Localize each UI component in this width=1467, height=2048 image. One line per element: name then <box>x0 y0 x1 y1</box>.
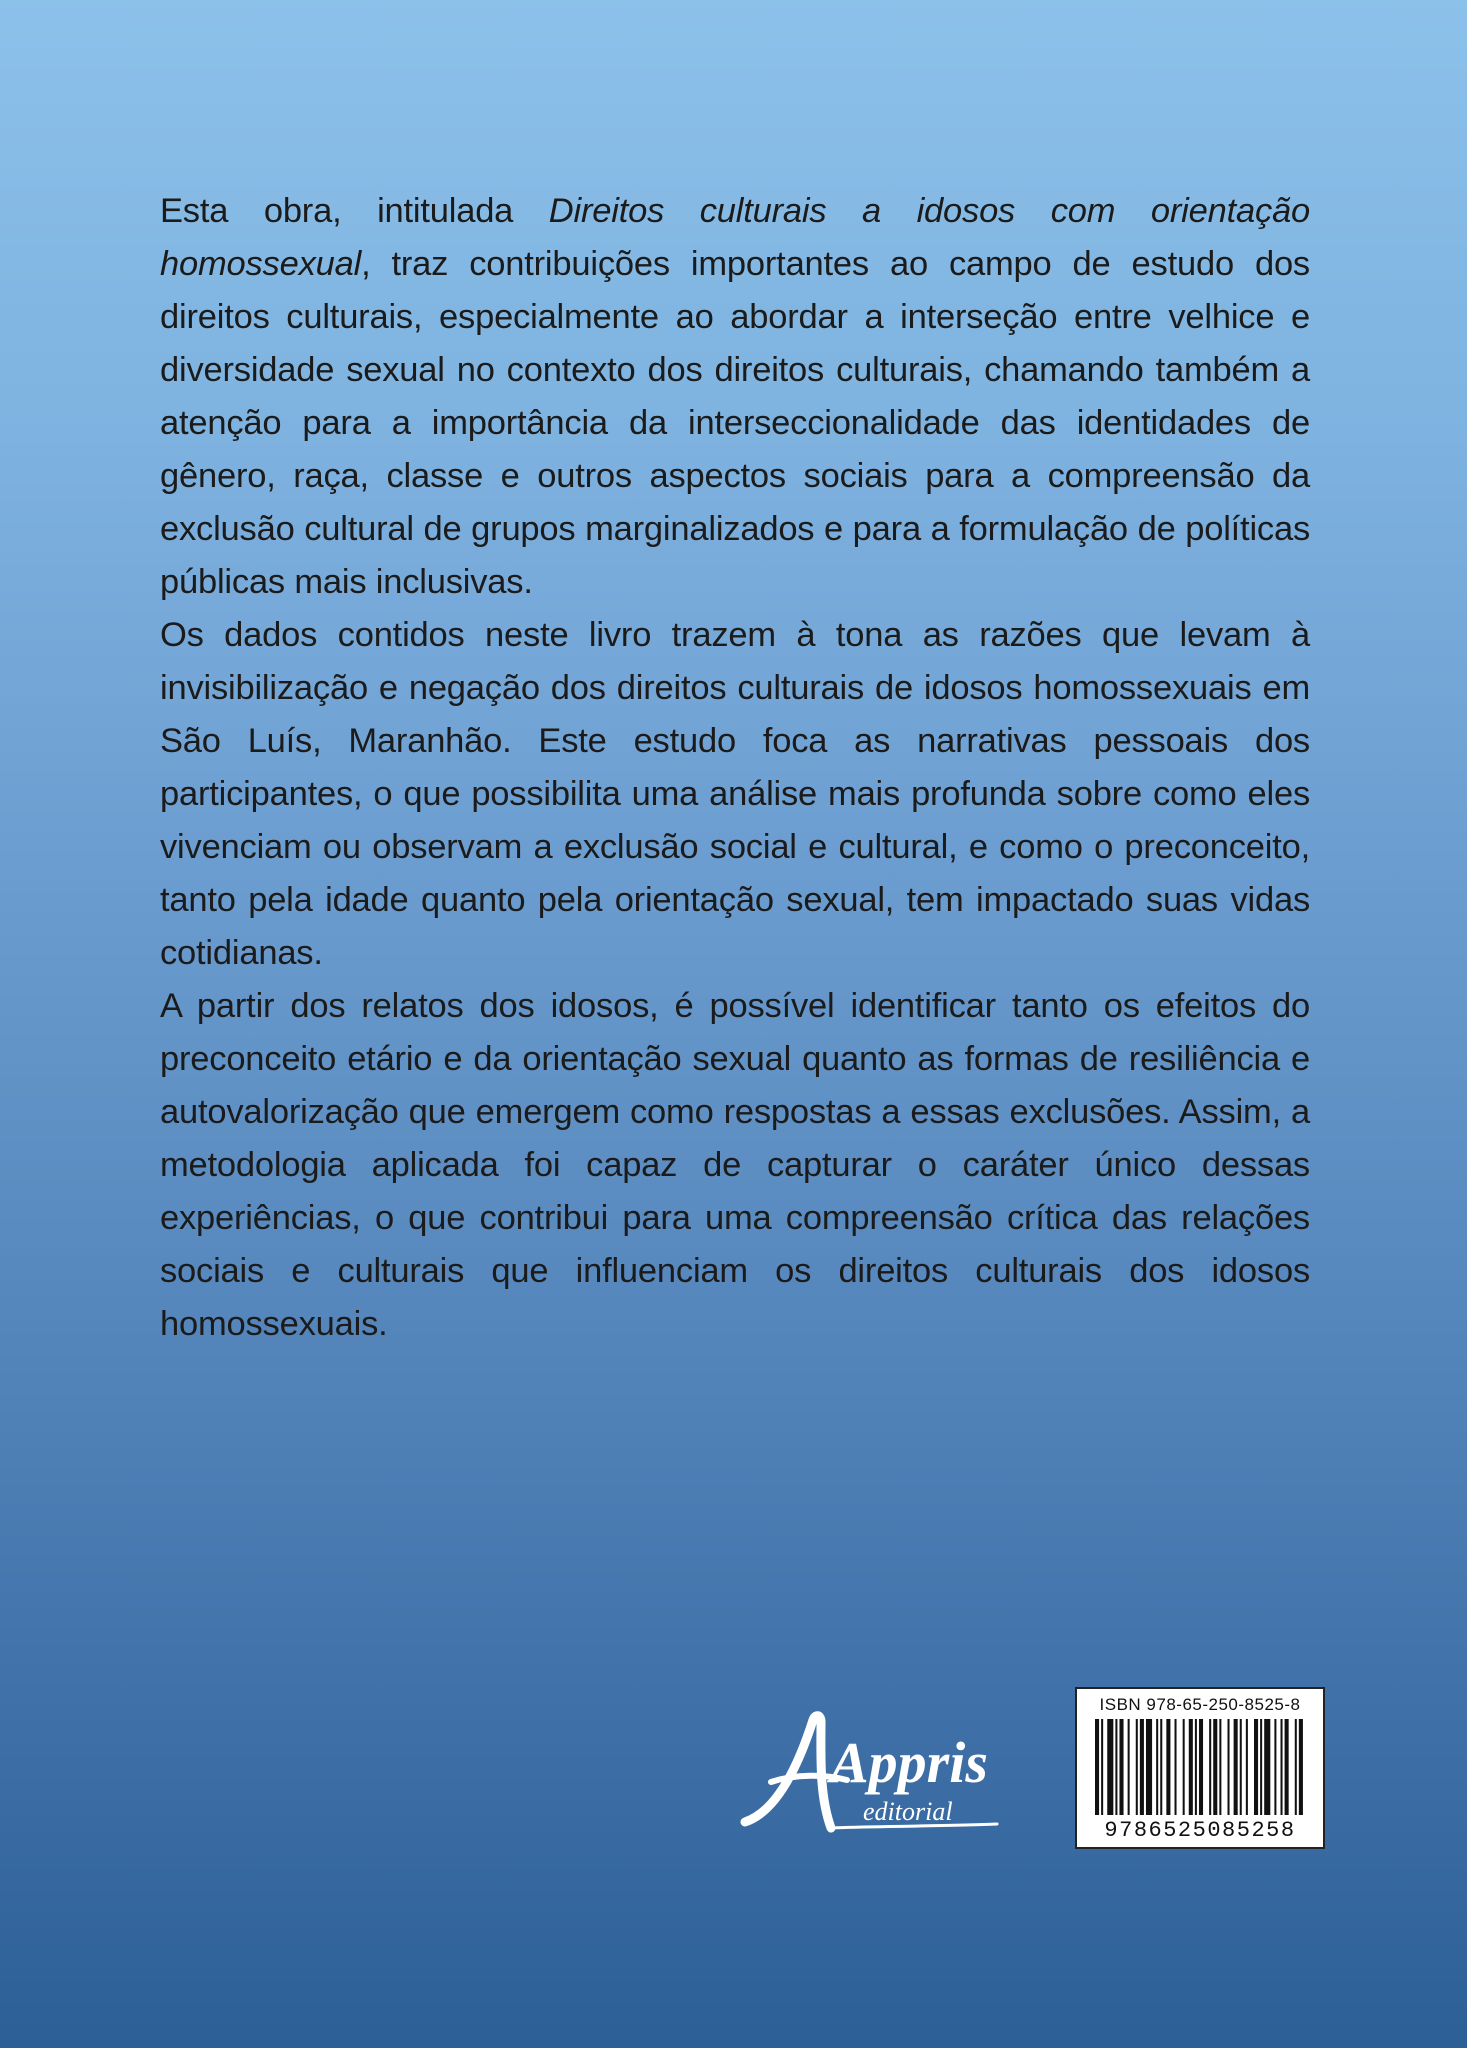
barcode-bar <box>1274 1719 1276 1815</box>
logo-subtitle: editorial <box>863 1797 953 1826</box>
barcode-bar <box>1128 1719 1130 1815</box>
logo-word: Appris <box>830 1730 988 1795</box>
synopsis-p1-intro: Esta obra, intitulada <box>160 192 549 230</box>
barcode-bar <box>1146 1719 1152 1815</box>
barcode-bar <box>1107 1719 1113 1815</box>
barcode-bar <box>1209 1719 1211 1815</box>
synopsis-p1-rest: , traz contribuições importantes ao campo de estudo dos direitos culturais, especialmente ao abordar a interseção entre velhice e diversidade sexual no contexto dos direitos culturais, chamando também a atenção para a importância da interseccionalidade das identidades de gênero, raça, classe e outros aspectos sociais para a compreensão da exclusão cultural de grupos marginalizados e para a formulação de políticas públicas mais inclusivas. <box>160 245 1310 601</box>
barcode-bar <box>1115 1719 1117 1815</box>
barcode-bar <box>1285 1719 1289 1815</box>
barcode-bar <box>1240 1719 1242 1815</box>
barcode-bar <box>1140 1719 1144 1815</box>
barcode-bar <box>1260 1719 1262 1815</box>
barcode-bar <box>1219 1719 1221 1815</box>
synopsis-paragraph-1 <box>160 185 1310 609</box>
barcode-bar <box>1101 1719 1103 1815</box>
back-cover-synopsis <box>160 185 1310 1351</box>
barcode-bar <box>1175 1719 1177 1815</box>
appris-editorial-logo <box>735 1700 1020 1840</box>
barcode-bar <box>1166 1719 1170 1815</box>
synopsis-paragraph-2: Os dados contidos neste livro trazem à tona as razões que levam à invisibilização e negação dos direitos culturais de idosos homossexuais em São Luís, Maranhão. Este estudo foca as narrativas pessoais dos participantes, o que possibilita uma análise mais profunda sobre como eles vivenciam ou observam a exclusão social e cultural, e como o preconceito, tanto pela idade quanto pela orientação sexual, tem impactado suas vidas cotidianas. <box>160 616 1310 972</box>
barcode-bar <box>1213 1719 1217 1815</box>
barcode-bar <box>1195 1719 1197 1815</box>
synopsis-paragraph-3: A partir dos relatos dos idosos, é possível identificar tanto os efeitos do preconceito etário e da orientação sexual quanto as formas de resiliência e autovalorização que emergem como respostas a essas exclusões. Assim, a metodologia aplicada foi capaz de capturar o caráter único dessas experiências, o que contribui para uma compreensão crítica das relações sociais e culturais que influenciam os direitos culturais dos idosos homossexuais. <box>160 987 1310 1343</box>
barcode-bar <box>1295 1719 1297 1815</box>
barcode-bar <box>1281 1719 1283 1815</box>
barcode-bar <box>1199 1719 1203 1815</box>
barcode-bar <box>1095 1719 1099 1815</box>
barcode-bar <box>1299 1719 1303 1815</box>
barcode-bar <box>1228 1719 1230 1815</box>
barcode-bar <box>1183 1719 1185 1815</box>
barcode-bar <box>1160 1719 1162 1815</box>
barcode-bar <box>1234 1719 1238 1815</box>
barcode-bar <box>1264 1719 1270 1815</box>
barcode-bar <box>1246 1719 1248 1815</box>
barcode-bar <box>1156 1719 1158 1815</box>
barcode-bar <box>1189 1719 1193 1815</box>
barcode-digits: 9786525085258 <box>1104 1818 1296 1843</box>
barcode-bar <box>1119 1719 1123 1815</box>
book-title-italic: Direitos culturais a idosos com orientação homossexual <box>160 192 1310 283</box>
barcode-bar <box>1254 1719 1258 1815</box>
barcode-bar <box>1136 1719 1138 1815</box>
isbn-barcode <box>1075 1687 1325 1849</box>
barcode-bars <box>1095 1719 1307 1815</box>
isbn-label: ISBN 978-65-250-8525-8 <box>1099 1695 1301 1714</box>
